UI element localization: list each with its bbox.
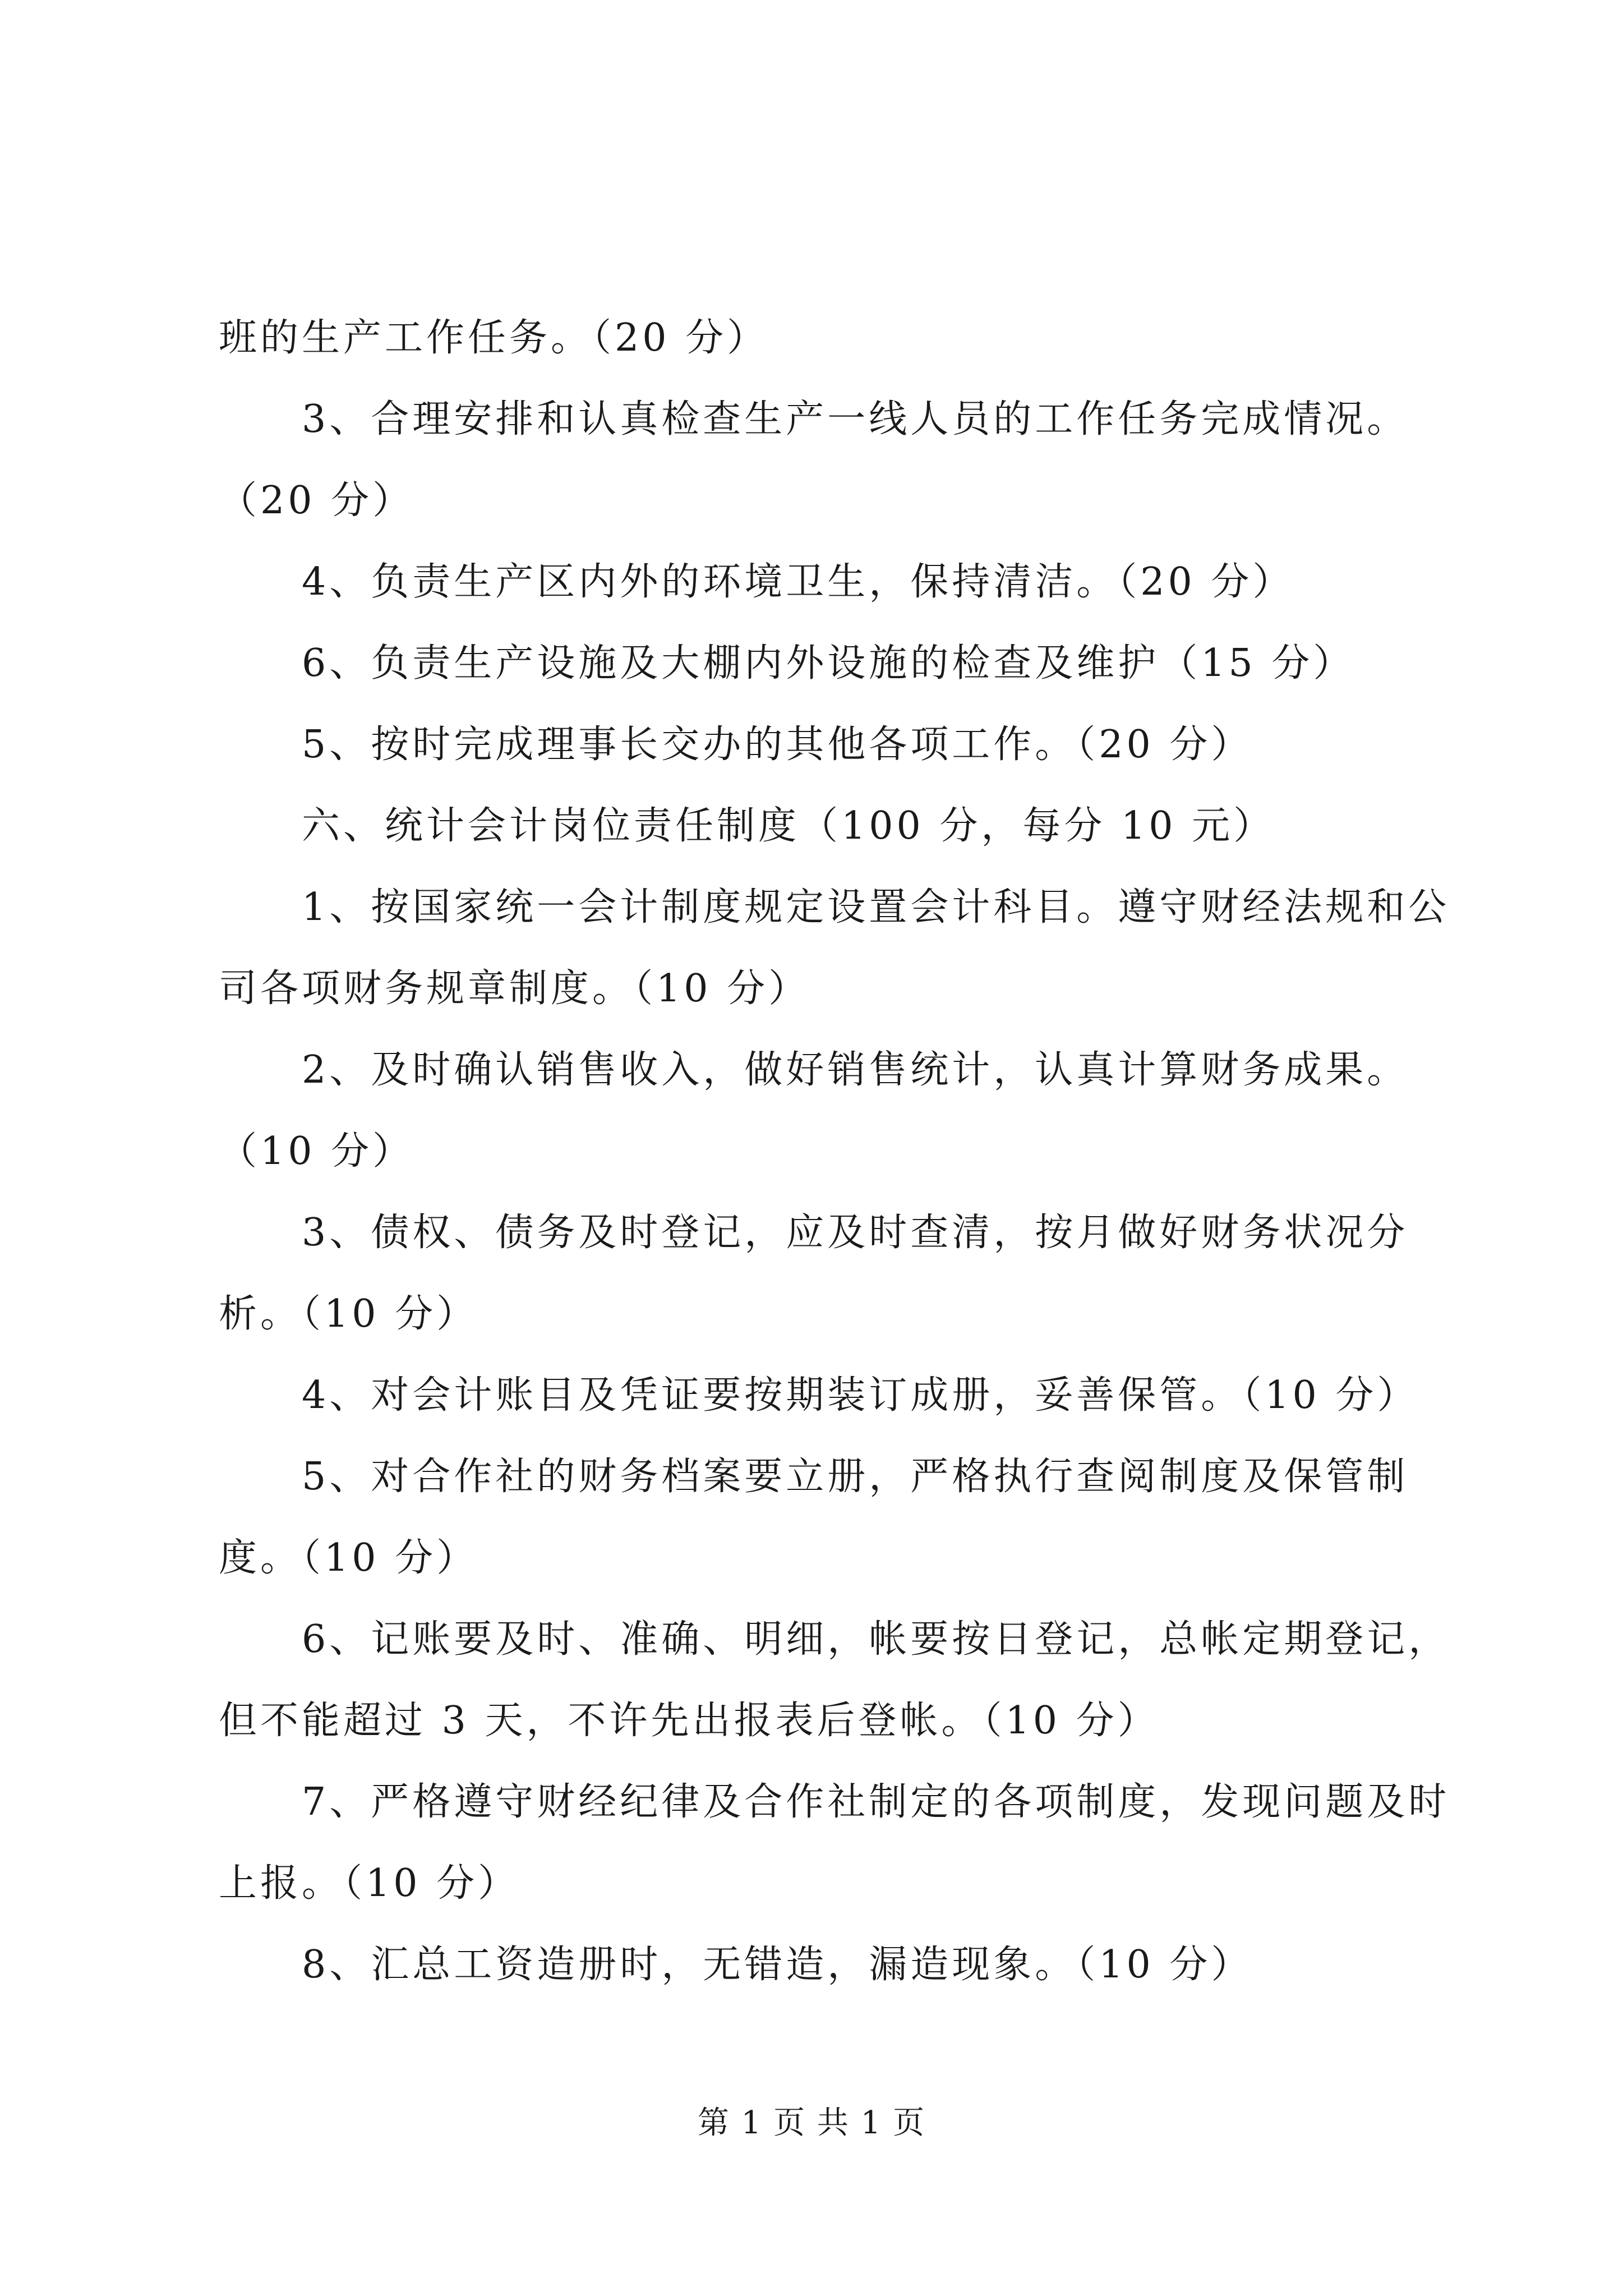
section-heading: 六、统计会计岗位责任制度（100 分，每分 10 元） <box>302 804 1275 848</box>
paragraph: 8、汇总工资造册时，无错造，漏造现象。（10 分） <box>302 1943 1253 1987</box>
paragraph: 4、负责生产区内外的环境卫生，保持清洁。（20 分） <box>302 560 1294 604</box>
paragraph: 4、对会计账目及凭证要按期装订成册，妥善保管。（10 分） <box>302 1373 1419 1418</box>
paragraph: 5、按时完成理事长交办的其他各项工作。（20 分） <box>302 723 1253 767</box>
paragraph: 5、对合作社的财务档案要立册，严格执行查阅制度及保管制度。（10 分） <box>219 1455 1409 1580</box>
paragraph: 3、合理安排和认真检查生产一线人员的工作任务完成情况。（20 分） <box>219 397 1409 523</box>
page-footer <box>0 2101 1623 2146</box>
paragraph: 2、及时确认销售收入，做好销售统计，认真计算财务成果。（10 分） <box>219 1048 1409 1174</box>
paragraph: 6、负责生产设施及大棚内外设施的检查及维护（15 分） <box>302 641 1355 685</box>
paragraph: 3、债权、债务及时登记，应及时查清，按月做好财务状况分析。（10 分） <box>219 1211 1409 1336</box>
paragraph: 6、记账要及时、准确、明细，帐要按日登记，总帐定期登记，但不能超过 3 天，不许先出报表后登帐。（10 分） <box>219 1617 1450 1743</box>
page-number-label: 第 1 页 共 1 页 <box>697 2105 926 2141</box>
document-body <box>219 297 1453 2005</box>
paragraph: 班的生产工作任务。（20 分） <box>219 316 769 360</box>
paragraph: 7、严格遵守财经纪律及合作社制定的各项制度，发现问题及时上报。（10 分） <box>219 1780 1450 1906</box>
paragraph: 1、按国家统一会计制度规定设置会计科目。遵守财经法规和公司各项财务规章制度。（10 分） <box>219 885 1450 1011</box>
